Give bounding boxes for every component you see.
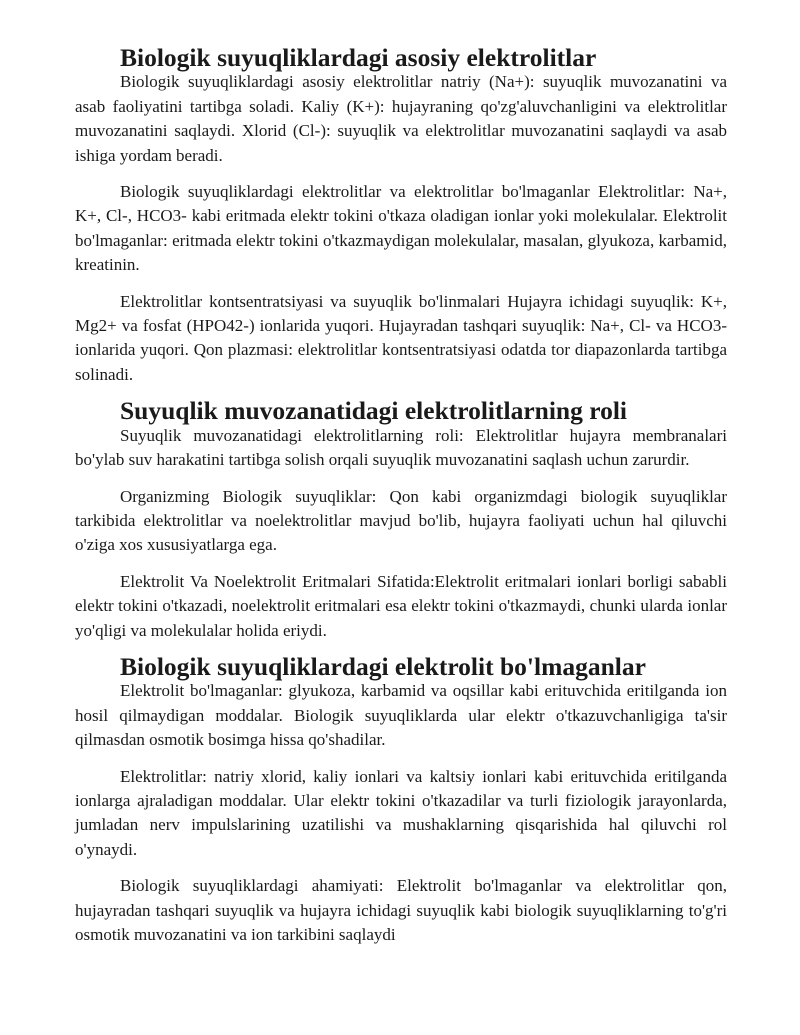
section-heading-non-electrolytes: Biologik suyuqliklardagi elektrolit bo'lmaganlar [120, 651, 646, 681]
paragraph: Organizming Biologik suyuqliklar: Qon kabi organizmdagi biologik suyuqliklar tarkibida elektrolitlar va noelektrolitlar mavjud bo'lib, hujayra faoliyati uchun hal qiluvchi o'ziga xos xususiyatlarga ega. [75, 486, 727, 555]
paragraph: Biologik suyuqliklardagi asosiy elektrolitlar natriy (Na+): suyuqlik muvozanatini va asab faoliyatini tartibga soladi. Kaliy (K+): hujayraning qo'zg'aluvchanligini va elektrolitlar muvozanatini saqlaydi. Xlorid (Cl-): suyuqlik va elektrolitlar muvozanatini saqlaydi va asab ishiga yordam beradi. [75, 72, 727, 165]
paragraph: Elektrolitlar: natriy xlorid, kaliy ionlari va kaltsiy ionlari kabi erituvchida eritilganda ionlarga ajraladigan moddalar. Ular elektr tokini o'tkazadilar va turli fiziologik jarayonlarda, jumladan nerv impulslarining uzatilishi va mushaklarning qisqarishida hal qiluvchi rol o'ynaydi. [75, 766, 727, 859]
document-page [75, 43, 727, 947]
paragraph: Elektrolit Va Noelektrolit Eritmalari Sifatida:Elektrolit eritmalari ionlari borligi sababli elektr tokini o'tkazadi, noelektrolit eritmalari esa elektr tokini o'tkazmaydi, chunki ularda ionlar yo'qligi va molekulalar holida eriydi. [75, 571, 727, 640]
paragraph: Biologik suyuqliklardagi ahamiyati: Elektrolit bo'lmaganlar va elektrolitlar qon, hujayradan tashqari suyuqlik va hujayra ichidagi suyuqlik kabi biologik suyuqliklarning to'g'ri osmotik muvozanatini va ion tarkibini saqlaydi [75, 876, 727, 944]
paragraph: Biologik suyuqliklardagi elektrolitlar va elektrolitlar bo'lmaganlar Elektrolitlar: Na+, K+, Cl-, HCO3- kabi eritmada elektr tokini o'tkaza oladigan ionlar yoki molekulalar. Elektrolit bo'lmaganlar: eritmada elektr tokini o'tkazmaydigan molekulalar, masalan, glyukoza, karbamid, kreatinin. [75, 182, 727, 275]
paragraph: Elektrolit bo'lmaganlar: glyukoza, karbamid va oqsillar kabi erituvchida eritilganda ion hosil qilmaydigan moddalar. Biologik suyuqliklarda ular elektr o'tkazuvchanligiga ta'sir qilmasdan osmotik bosimga hissa qo'shadilar. [75, 681, 727, 750]
paragraph: Elektrolitlar kontsentratsiyasi va suyuqlik bo'linmalari Hujayra ichidagi suyuqlik: K+, Mg2+ va fosfat (HPO42-) ionlarida yuqori. Hujayradan tashqari suyuqlik: Na+, Cl- va HCO3- ionlarida yuqori. Qon plazmasi: elektrolitlar kontsentratsiyasi odatda tor diapazonlarda tartibga solinadi. [75, 291, 727, 384]
paragraph: Suyuqlik muvozanatidagi elektrolitlarning roli: Elektrolitlar hujayra membranalari bo'ylab suv harakatini tartibga solish orqali suyuqlik muvozanatini saqlash uchun zarurdir. [75, 425, 727, 470]
section-heading-fluid-balance: Suyuqlik muvozanatidagi elektrolitlarning roli [120, 396, 628, 426]
section-heading-main-electrolytes: Biologik suyuqliklardagi asosiy elektrolitlar [120, 43, 597, 72]
